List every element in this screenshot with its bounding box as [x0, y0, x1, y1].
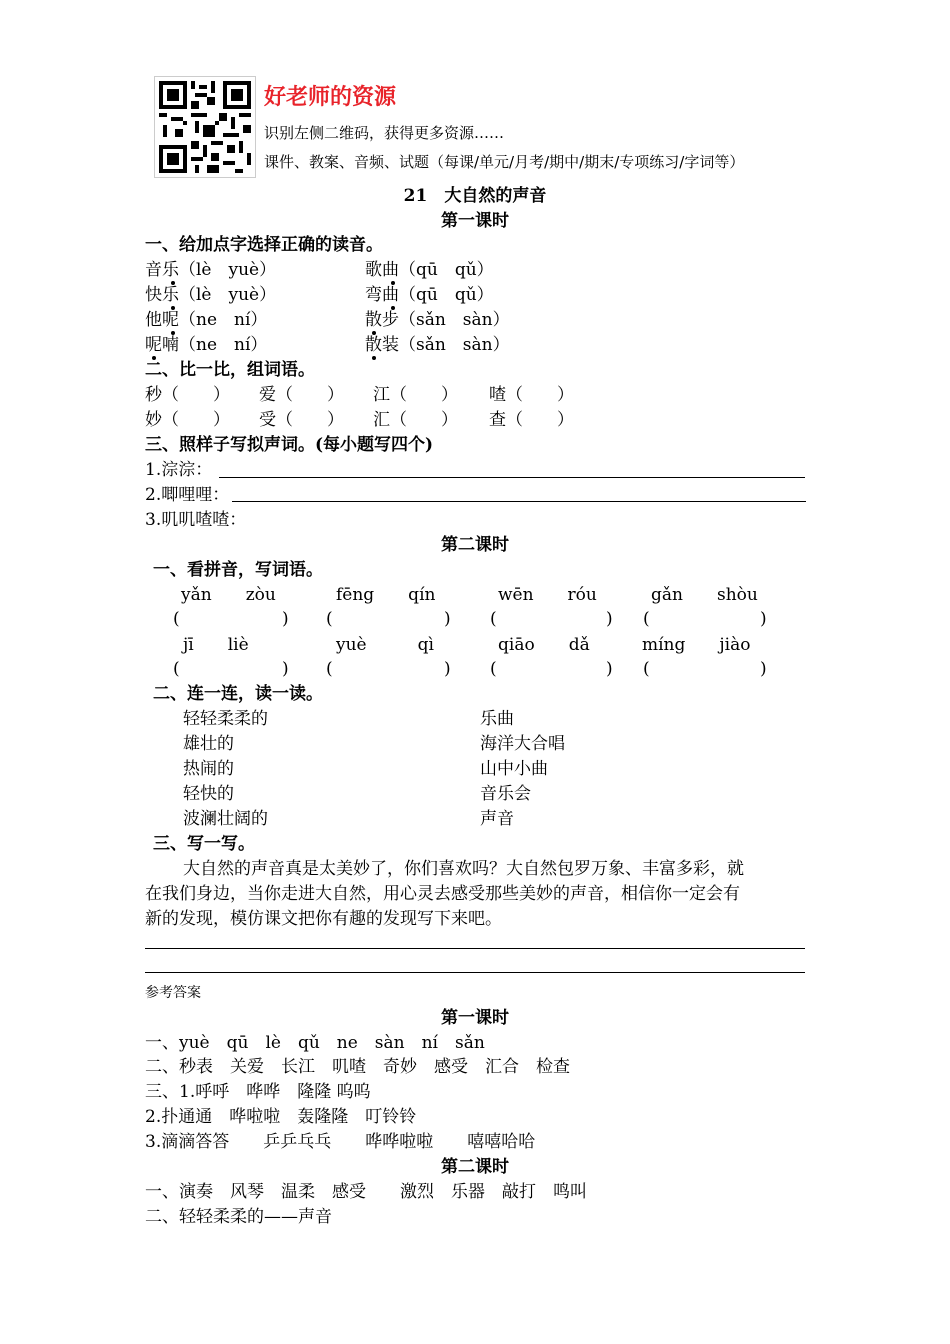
pinyin: yǎn zòu	[181, 585, 276, 605]
l2-s1-title: 一、看拼音，写词语。	[153, 560, 323, 580]
l1-s1-item: 弯曲（qū qǔ）	[365, 285, 494, 305]
paren-close: )	[606, 609, 613, 629]
l1-s1-item: 散步（sǎn sàn）	[365, 310, 510, 330]
answers-lesson1-heading: 第一课时	[441, 1008, 509, 1028]
paren-close: )	[760, 659, 767, 679]
l1-s2-cell: 秒（ ）	[145, 385, 230, 405]
emphasis-dot	[171, 331, 175, 335]
pinyin: jī liè	[183, 635, 249, 655]
emphasis-dot	[372, 356, 376, 360]
match-right[interactable]: 山中小曲	[480, 759, 548, 779]
l1-s2-cell: 受（ ）	[259, 410, 344, 430]
pinyin: yuè qì	[336, 635, 434, 655]
match-right[interactable]: 音乐会	[480, 784, 531, 804]
pinyin: míng jiào	[642, 635, 751, 655]
l1-s2-title: 二、比一比，组词语。	[145, 360, 315, 380]
emphasis-dot	[171, 281, 175, 285]
emphasis-dot	[171, 306, 175, 310]
answer-line-text: 3.滴滴答答 乒乒乓乓 哗哗啦啦 嘻嘻哈哈	[145, 1132, 536, 1152]
match-right[interactable]: 声音	[480, 809, 514, 829]
pinyin: qiāo dǎ	[498, 635, 590, 655]
paren-open: (	[173, 609, 180, 629]
paren-open: (	[173, 659, 180, 679]
l1-s1-item: 散装（sǎn sàn）	[365, 335, 510, 355]
l1-s1-title: 一、给加点字选择正确的读音。	[145, 235, 383, 255]
match-left[interactable]: 轻轻柔柔的	[183, 709, 268, 729]
paren-open: (	[643, 609, 650, 629]
emphasis-dot	[391, 306, 395, 310]
match-left[interactable]: 雄壮的	[183, 734, 234, 754]
emphasis-dot	[372, 331, 376, 335]
paragraph-line: 大自然的声音真是太美妙了，你们喜欢吗？大自然包罗万象、丰富多彩，就	[183, 859, 744, 879]
match-right[interactable]: 乐曲	[480, 709, 514, 729]
l1-s3-item: 3.叽叽喳喳：	[145, 510, 247, 530]
match-left[interactable]: 波澜壮阔的	[183, 809, 268, 829]
answers-label: 参考答案	[145, 985, 201, 1001]
l1-s1-item: 歌曲（qū qǔ）	[365, 260, 494, 280]
qr-code-icon	[155, 77, 255, 177]
l1-s2-cell: 妙（ ）	[145, 410, 230, 430]
writing-line[interactable]	[145, 948, 805, 949]
paren-open: (	[643, 659, 650, 679]
match-left[interactable]: 热闹的	[183, 759, 234, 779]
lesson1-heading: 第一课时	[441, 211, 509, 231]
answer-line-text: 2.扑通通 哗啦啦 轰隆隆 叮铃铃	[145, 1107, 417, 1127]
lesson2-heading: 第二课时	[441, 535, 509, 555]
l1-s1-item: 呢喃（ne ní）	[145, 335, 268, 355]
paren-close: )	[760, 609, 767, 629]
l1-s2-cell: 查（ ）	[489, 410, 574, 430]
l1-s3-title: 三、照样子写拟声词。(每小题写四个)	[145, 435, 434, 455]
l2-s3-title: 三、写一写。	[153, 834, 255, 854]
paragraph-line: 在我们身边，当你走进大自然，用心灵去感受那些美妙的声音，相信你一定会有	[145, 884, 740, 904]
match-right[interactable]: 海洋大合唱	[480, 734, 565, 754]
writing-line[interactable]	[145, 972, 805, 973]
brand-title: 好老师的资源	[264, 85, 397, 110]
brand-line-2: 课件、教案、音频、试题（每课/单元/月考/期中/期末/专项练习/字词等）	[264, 153, 745, 171]
paragraph-line: 新的发现，模仿课文把你有趣的发现写下来吧。	[145, 909, 502, 929]
answer-line-text: 三、1.呼呼 哗哗 隆隆 呜呜	[145, 1082, 371, 1102]
answer-line[interactable]	[232, 501, 806, 502]
answer-line-text: 一、yuè qū lè qǔ ne sàn ní sǎn	[145, 1033, 485, 1053]
paren-close: )	[444, 609, 451, 629]
answer-line[interactable]	[219, 477, 805, 478]
l1-s3-item: 2.唧哩哩：	[145, 485, 230, 505]
paren-close: )	[282, 659, 289, 679]
paren-open: (	[326, 659, 333, 679]
l1-s1-item: 音乐（lè yuè）	[145, 260, 277, 280]
match-left[interactable]: 轻快的	[183, 784, 234, 804]
answers-lesson2-heading: 第二课时	[441, 1157, 509, 1177]
paren-open: (	[490, 609, 497, 629]
l1-s1-item: 快乐（lè yuè）	[145, 285, 277, 305]
l1-s2-cell: 汇（ ）	[373, 410, 458, 430]
brand-line-1: 识别左侧二维码，获得更多资源……	[264, 124, 505, 142]
l1-s2-cell: 爱（ ）	[259, 385, 344, 405]
pinyin: wēn róu	[498, 585, 597, 605]
paren-open: (	[326, 609, 333, 629]
l1-s3-item: 1.淙淙：	[145, 460, 213, 480]
paren-close: )	[606, 659, 613, 679]
paren-close: )	[282, 609, 289, 629]
emphasis-dot	[391, 281, 395, 285]
l1-s2-cell: 喳（ ）	[489, 385, 574, 405]
paren-close: )	[444, 659, 451, 679]
l1-s1-item: 他呢（ne ní）	[145, 310, 268, 330]
paren-open: (	[490, 659, 497, 679]
qr-code	[154, 76, 256, 178]
answer-line-text: 一、演奏 风琴 温柔 感受 激烈 乐器 敲打 鸣叫	[145, 1182, 587, 1202]
page-title: 21 大自然的声音	[403, 186, 547, 206]
l1-s2-cell: 江（ ）	[373, 385, 458, 405]
answer-line-text: 二、秒表 关爱 长江 叽喳 奇妙 感受 汇合 检查	[145, 1057, 570, 1077]
pinyin: gǎn shòu	[651, 585, 758, 605]
l2-s2-title: 二、连一连，读一读。	[153, 684, 323, 704]
pinyin: fēng qín	[336, 585, 436, 605]
answer-line-text: 二、轻轻柔柔的——声音	[145, 1207, 332, 1227]
